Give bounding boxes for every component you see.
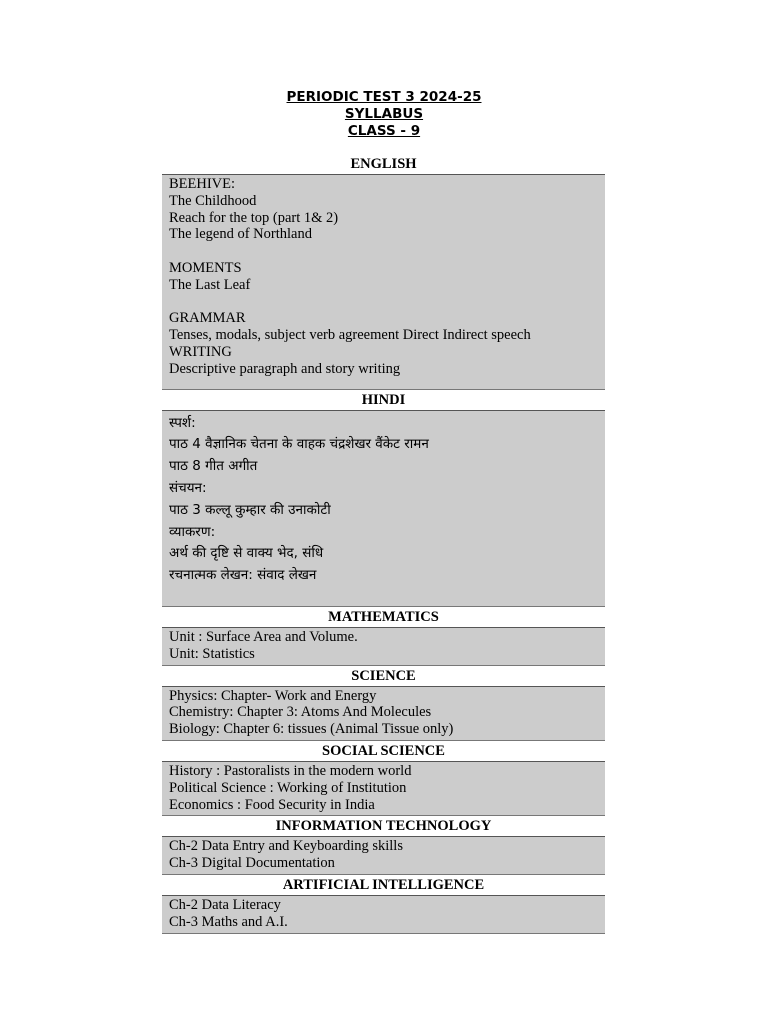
- mathematics-line: Unit : Surface Area and Volume.: [169, 628, 358, 645]
- grammar-topics: Tenses, modals, subject verb agreement Direct Indirect speech: [169, 327, 531, 344]
- writing-heading: WRITING: [169, 343, 232, 360]
- artificial-intelligence-content: [162, 895, 605, 934]
- hindi-line: अर्थ की दृष्टि से वाक्य भेद, संधि: [169, 545, 324, 562]
- writing-topics: Descriptive paragraph and story writing: [169, 360, 401, 377]
- spacer: [169, 294, 598, 311]
- beehive-chapter: Reach for the top (part 1& 2): [169, 209, 339, 226]
- spacer: [169, 243, 598, 260]
- beehive-chapter: The Childhood: [169, 192, 257, 209]
- social-science-line: History : Pastoralists in the modern world: [169, 762, 412, 779]
- hindi-line: रचनात्मक लेखन: संवाद लेखन: [169, 567, 317, 584]
- mathematics-content: [162, 627, 605, 666]
- hindi-line: व्याकरण:: [169, 523, 216, 540]
- class-title: CLASS - 9: [347, 123, 421, 139]
- syllabus-title: SYLLABUS: [344, 106, 424, 122]
- science-title: SCIENCE: [351, 667, 416, 684]
- hindi-line: पाठ 8 गीत अगीत: [169, 458, 258, 475]
- mathematics-title: MATHEMATICS: [328, 608, 439, 625]
- it-line: Ch-2 Data Entry and Keyboarding skills: [169, 838, 403, 855]
- science-line: Chemistry: Chapter 3: Atoms And Molecules: [169, 704, 432, 721]
- mathematics-line: Unit: Statistics: [169, 645, 255, 662]
- moments-heading: MOMENTS: [169, 259, 242, 276]
- science-line: Biology: Chapter 6: tissues (Animal Tissue only): [169, 721, 454, 738]
- ai-line: Ch-3 Maths and A.I.: [169, 913, 288, 930]
- information-technology-content: [162, 836, 605, 875]
- hindi-line: संचयन:: [169, 479, 207, 496]
- information-technology-title: INFORMATION TECHNOLOGY: [275, 818, 492, 835]
- social-science-line: Economics : Food Security in India: [169, 796, 375, 813]
- english-title: ENGLISH: [350, 156, 417, 172]
- social-science-content: [162, 761, 605, 816]
- artificial-intelligence-title: ARTIFICIAL INTELLIGENCE: [282, 876, 485, 893]
- it-line: Ch-3 Digital Documentation: [169, 855, 335, 872]
- beehive-chapter: The legend of Northland: [169, 226, 312, 243]
- english-content: [162, 174, 605, 390]
- ai-line: Ch-2 Data Literacy: [169, 896, 281, 913]
- grammar-heading: GRAMMAR: [169, 310, 246, 327]
- hindi-line: पाठ 4 वैज्ञानिक चेतना के वाहक चंद्रशेखर वैंकेट रामन: [169, 436, 429, 453]
- hindi-line: स्पर्श:: [169, 414, 196, 431]
- beehive-heading: BEEHIVE:: [169, 176, 236, 192]
- social-science-line: Political Science : Working of Institution: [169, 779, 407, 796]
- moments-chapter: The Last Leaf: [169, 276, 251, 293]
- social-science-title: SOCIAL SCIENCE: [322, 742, 445, 759]
- test-title: PERIODIC TEST 3 2024-25: [286, 89, 482, 105]
- science-content: [162, 686, 605, 741]
- hindi-content: [162, 410, 605, 607]
- syllabus-table: [162, 154, 605, 934]
- hindi-title: HINDI: [361, 391, 406, 408]
- hindi-line: पाठ 3 कल्लू कुम्हार की उनाकोटी: [169, 501, 331, 518]
- document-header: [0, 89, 768, 140]
- science-line: Physics: Chapter- Work and Energy: [169, 687, 377, 704]
